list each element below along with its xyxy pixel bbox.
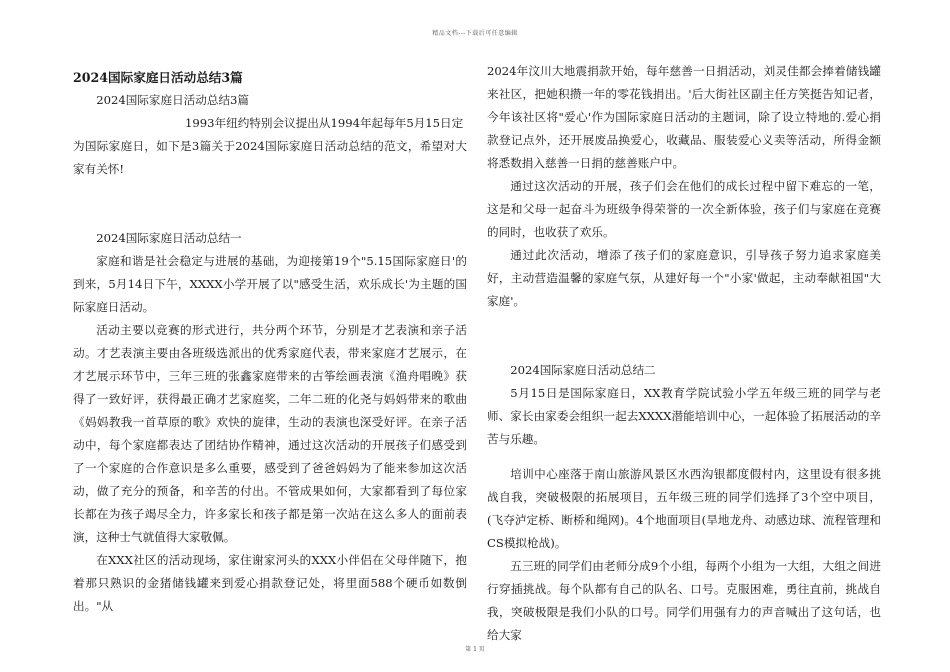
right-paragraph: 通过此次活动，增添了孩子们的家庭意识，引导孩子努力追求家庭美好，主动营造温馨的家庭气氛，从建好每一个"小家'做起，主动奉献祖国"大家庭'。 [487, 248, 881, 308]
left-column [73, 60, 467, 618]
section-heading-1: 2024国际家庭日活动总结一 [96, 231, 242, 245]
document-title: 2024国际家庭日活动总结3篇 [73, 70, 243, 85]
page-header: 精品文档---下载后可任意编辑 [432, 30, 518, 37]
intro-line-1: 1993年纽约特别会议提出从1994年起每年5月15日定 [185, 116, 464, 130]
page-footer: 第 1 页 [465, 646, 485, 653]
intro-rest: 为国际家庭日，如下是3篇关于2024国际家庭日活动总结的范文，希望对大家有关怀! [73, 139, 467, 176]
document-subtitle: 2024国际家庭日活动总结3篇 [96, 93, 250, 107]
right-paragraph-continued: 2024年汶川大地震捐款开始，每年慈善一日捐活动，刘灵佳都会捧着储钱罐来社区，把她积攒一年的零花钱捐出。'后大街社区副主任方笑挺告知记者，今年该社区将"爱心'作为国际家庭日活动的主题词，除了设立特地的.爱心捐款登记点外，还开展废品换爱心，收藏品、服装爱心义卖等活动，所得金额将悉数捐入慈善一日捐的慈善账户中。 [487, 64, 881, 170]
right-paragraph: 通过这次活动的开展，孩子们会在他们的成长过程中留下难忘的一笔，这是和父母一起奋斗为班级争得荣誉的一次全新体验，孩子们与家庭在竞赛的同时，也收获了欢乐。 [487, 179, 881, 239]
right-column [487, 60, 881, 647]
section2-paragraph: 5月15日是国际家庭日，XX教育学院试验小学五年级三班的同学与老师、家长由家委会组织一起去XXXX潜能培训中心，一起体验了拓展活动的辛苦与乐趣。 [487, 386, 881, 446]
section1-paragraph: 活动主要以竞赛的形式进行，共分两个环节，分别是才艺表演和亲子活动。才艺表演主要由各班级选派出的优秀家庭代表，带来家庭才艺展示，在才艺展示环节中，三年三班的张鑫家庭带来的古筝绘画表演《渔舟唱晚》获得了一致好评，获得最正确才艺家庭奖，二年二班的化尧与妈妈带来的歌曲《妈妈教我一首草原的歌》欢快的旋律，生动的表演也深受好评。在亲子活动中，每个家庭都表达了团结协作精神，通过这次活动的开展孩子们感受到了一个家庭的合作意识是多么重要，感受到了爸爸妈妈为了能来参加这次活动，做了充分的预备，和辛苦的付出。不管成果如何，大家都看到了每位家长都在为孩子竭尽全力，许多家长和孩子都是第一次站在这么多人的面前表演，这种士气就值得大家敬佩。 [73, 323, 467, 544]
section2-paragraph: 培训中心座落于南山旅游风景区水西沟银都度假村内，这里设有很多挑战自我，突破极限的拓展项目，五年级三班的同学们选择了3个空中项目，(飞夺泸定桥、断桥和绳网)。4个地面项目(旱地龙舟、动感边球、流程管理和CS模拟枪战)。 [487, 467, 881, 550]
section1-paragraph: 在XXX社区的活动现场，家住谢家河头的XXX小伴侣在父母伴随下，抱着那只熟识的金猪储钱罐来到爱心捐款登记处，将里面588个硬币如数倒出。"从 [73, 553, 467, 613]
section1-paragraph: 家庭和谐是社会稳定与进展的基础，为迎接第19个"5.15国际家庭日'的到来，5月14日下午，XXXX小学开展了以"感受生活，欢乐成长'为主题的国际家庭日活动。 [73, 254, 467, 314]
section2-paragraph: 五三班的同学们由老师分成9个小组，每两个小组为一大组，大组之间进行穿插挑战。每个队都有自己的队名、口号。克服困难，勇往直前，挑战自我，突破极限是我们小队的口号。同学们用强有力的声音喊出了这句话，也给大家 [487, 559, 881, 642]
section-heading-2: 2024国际家庭日活动总结二 [510, 363, 656, 377]
